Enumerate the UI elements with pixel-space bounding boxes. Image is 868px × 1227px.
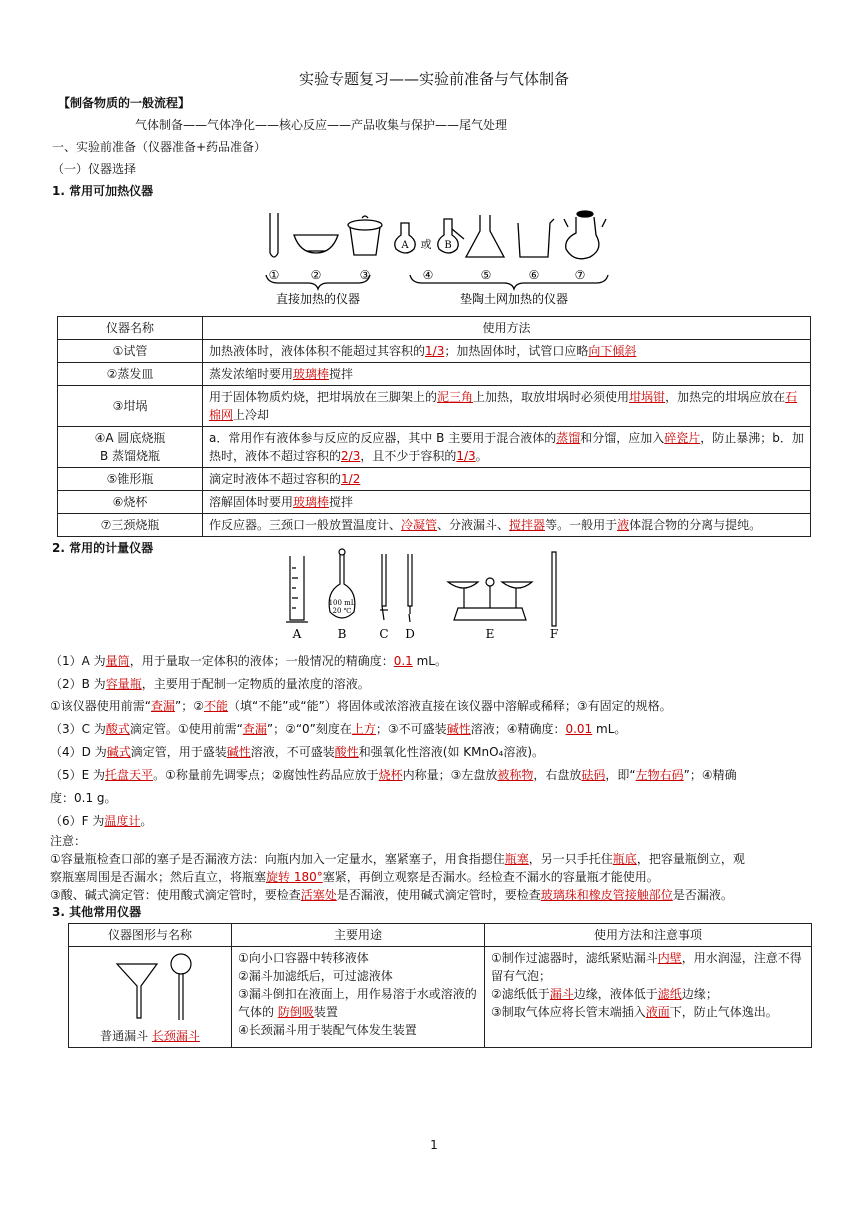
body-text: ④长颈漏斗用于装配气体发生装置	[238, 1023, 417, 1037]
note-line	[50, 850, 745, 867]
body-text: 度：0.1 g。	[50, 791, 117, 805]
beaker-icon	[518, 219, 554, 257]
body-text: 下，防止气体逸出。	[669, 1005, 778, 1019]
body-text: 塞紧，再倒立观察是否漏水。经检查不漏水的容量瓶才能使用。	[322, 870, 659, 884]
answer-text: 泥三角	[437, 390, 474, 404]
use-line	[238, 949, 478, 967]
long-neck-funnel-icon	[171, 954, 191, 974]
answer-text: 1/3	[425, 344, 445, 358]
body-text: 内称量；③左盘放	[402, 768, 498, 782]
note-line	[50, 886, 733, 903]
crucible-icon	[348, 220, 382, 230]
test-tube-icon	[270, 213, 278, 257]
body-text: 。①称量前先调零点；②腐蚀性药品应放于	[153, 768, 379, 782]
body-text: 蒸发浓缩时要用	[209, 367, 294, 381]
use-line	[238, 1021, 478, 1039]
table3-header-use: 主要用途	[232, 924, 485, 947]
note-line	[50, 675, 370, 692]
answer-text: 蒸馏	[556, 431, 581, 445]
funnel-figure-cell	[69, 947, 232, 1048]
fig1-group-gauze: 垫陶土网加热的仪器	[459, 292, 569, 306]
use-line	[238, 967, 478, 985]
fig1-num-3: ③	[359, 268, 371, 282]
answer-text: 瓶底	[612, 852, 637, 866]
body-text: （5）E 为	[50, 768, 106, 782]
flow-header: 【制备物质的一般流程】	[58, 96, 191, 110]
heading-measuring: 2. 常用的计量仪器	[52, 541, 154, 555]
base-burette-icon	[408, 554, 412, 622]
answer-text: 酸式	[105, 722, 130, 736]
body-text: ③漏斗倒扣在液面上，用作易溶于水或溶液的气体的	[238, 987, 477, 1019]
answer-text: 不能	[203, 699, 228, 713]
instrument-name: ⑦三颈烧瓶	[58, 514, 203, 537]
body-text: 是否漏液。	[672, 888, 733, 902]
body-text: 。	[140, 814, 153, 828]
funnel-name: 普通漏斗	[100, 1029, 149, 1043]
body-text: 、分液漏斗、	[437, 518, 510, 532]
instrument-name: ⑥烧杯	[58, 491, 203, 514]
body-text: ②滤纸低于	[491, 987, 550, 1001]
instrument-usage	[203, 363, 811, 386]
flask-temp-label: 20 ℃	[332, 607, 352, 615]
answer-text: 玻璃珠和橡皮管接触部位	[540, 888, 673, 902]
other-instruments-table	[68, 923, 812, 1048]
note-item	[491, 985, 805, 1003]
body-text: 作反应器。三颈口一般放置温度计、	[209, 518, 402, 532]
fig2-label-b: B	[337, 627, 347, 640]
fig1-num-7: ⑦	[574, 268, 586, 282]
answer-text: 上方	[351, 722, 376, 736]
answer-text: 玻璃棒	[293, 367, 330, 381]
instrument-usage	[203, 427, 811, 468]
answer-text: 旋转 180°	[266, 870, 323, 884]
body-text: 搅拌	[329, 495, 354, 509]
body-text: ”；②“0”刻度在	[266, 722, 352, 736]
answer-text: 搅拌器	[509, 518, 546, 532]
answer-text: 碎瓷片	[664, 431, 701, 445]
answer-text: 向下倾斜	[588, 344, 637, 358]
answer-text: 温度计	[104, 814, 141, 828]
answer-text: 烧杯	[378, 768, 403, 782]
note-line	[50, 812, 152, 829]
body-text: ，即“	[605, 768, 636, 782]
answer-text: 0.1	[393, 654, 413, 668]
body-text: ②漏斗加滤纸后，可过滤液体	[238, 969, 393, 983]
fig2-label-f: F	[549, 627, 559, 640]
balance-icon	[454, 608, 526, 620]
answer-text: 碱式	[106, 745, 131, 759]
body-text: 等。一般用于	[545, 518, 618, 532]
answer-text: 查漏	[242, 722, 267, 736]
answer-text: 被称物	[497, 768, 534, 782]
fig2-label-d: D	[405, 627, 415, 640]
answer-text: 砝码	[581, 768, 606, 782]
body-text: ，用于量取一定体积的液体；一般情况的精确度：	[129, 654, 394, 668]
fig1-num-5: ⑤	[480, 268, 492, 282]
answer-text: 1/3	[456, 449, 476, 463]
body-text: ，用水润湿，注意不得留有气泡；	[491, 951, 802, 983]
body-text: 滴定管，用于盛装	[130, 745, 227, 759]
body-text: 是否漏液，使用碱式滴定管时，要检查	[336, 888, 541, 902]
table-row	[58, 386, 811, 427]
fig1-label-or: 或	[420, 238, 432, 251]
page-title: 实验专题复习——实验前准备与气体制备	[298, 70, 569, 88]
fig1-num-4: ④	[422, 268, 434, 282]
instrument-name: ②蒸发皿	[58, 363, 203, 386]
flow-steps: 气体制备——气体净化——核心反应——产品收集与保护——尾气处理	[135, 118, 508, 132]
body-text: 体混合物的分离与提纯。	[629, 518, 762, 532]
body-text: mL。	[412, 654, 447, 668]
body-text: 和分馏，应加入	[580, 431, 665, 445]
body-text: （6）F 为	[50, 814, 105, 828]
body-text: ，另一只手托住	[528, 852, 613, 866]
funnel-notes-cell	[485, 947, 812, 1048]
table-row	[58, 363, 811, 386]
body-text: mL。	[592, 722, 627, 736]
heatable-instruments-table	[57, 316, 811, 537]
answer-text: 瓶塞	[504, 852, 529, 866]
body-text: ”；②	[175, 699, 204, 713]
section-1-heading: 一、实验前准备（仪器准备+药品准备）	[52, 140, 267, 154]
body-text: （2）B 为	[50, 677, 106, 691]
answer-text: 0.01	[565, 722, 593, 736]
flask-volume-label: 100 mL	[328, 599, 356, 607]
table-row	[58, 491, 811, 514]
body-text: ；加热固体时，试管口应略	[444, 344, 589, 358]
answer-text: 石棉网	[209, 390, 798, 422]
body-text: 溶液；④精确度：	[470, 722, 566, 736]
conical-flask-icon	[466, 215, 504, 257]
evaporating-dish-icon	[294, 235, 338, 253]
note-line	[50, 720, 626, 737]
use-line	[238, 985, 478, 1021]
instrument-name: ①试管	[58, 340, 203, 363]
funnel-figure	[95, 950, 205, 1022]
body-text: ③酸、碱式滴定管：使用酸式滴定管时，要检查	[50, 888, 301, 902]
body-text: 边缘，液体低于	[573, 987, 658, 1001]
answer-text: 漏斗	[549, 987, 574, 1001]
body-text: ，右盘放	[533, 768, 582, 782]
fig2-label-a: A	[292, 627, 302, 640]
body-text: 和强氧化性溶液(如 KMnO₄溶液)。	[358, 745, 545, 759]
answer-text: 酸性	[334, 745, 359, 759]
answer-text: 液	[617, 518, 630, 532]
answer-text: 查漏	[150, 699, 175, 713]
answer-text: 1/2	[341, 472, 361, 486]
subsection-heading: （一）仪器选择	[52, 162, 137, 176]
answer-text: 活塞处	[300, 888, 337, 902]
body-text: ①向小口容器中转移液体	[238, 951, 369, 965]
answer-text: 左物右码	[635, 768, 684, 782]
answer-text: 容量瓶	[105, 677, 142, 691]
answer-text: 量筒	[105, 654, 130, 668]
fig1-num-1: ①	[268, 268, 280, 282]
fig1-label-b: B	[444, 240, 452, 251]
note-item	[491, 949, 805, 985]
note-item	[491, 1003, 805, 1021]
instrument-usage	[203, 386, 811, 427]
instrument-name: ④A 圆底烧瓶 B 蒸馏烧瓶	[58, 427, 203, 468]
answer-text: 托盘天平	[105, 768, 154, 782]
thermometer-icon	[552, 552, 556, 626]
body-text: a．常用作有液体参与反应的反应器，其中 B 主要用于混合液体的	[209, 431, 557, 445]
answer-text: 内壁	[657, 951, 682, 965]
body-text: ，主要用于配制一定物质的量浓度的溶液。	[141, 677, 370, 691]
body-text: （填“不能”或“能”）将固体或浓溶液直接在该仪器中溶解或稀释；③有固定的规格。	[228, 699, 672, 713]
body-text: ①该仪器使用前需“	[50, 699, 151, 713]
body-text: （4）D 为	[50, 745, 107, 759]
table1-header-usage: 使用方法	[203, 317, 811, 340]
body-text: 注意：	[50, 834, 87, 848]
answer-text: 防倒吸	[277, 1005, 314, 1019]
answer-text: 冷凝管	[401, 518, 438, 532]
answer-text: 2/3	[341, 449, 361, 463]
body-text: ③制取气体应将长管末端插入	[491, 1005, 646, 1019]
fig2-label-e: E	[485, 627, 495, 640]
body-text: 溶液，不可盛装	[250, 745, 335, 759]
body-text: ，加热完的坩埚应放在	[665, 390, 786, 404]
body-text: 溶解固体时要用	[209, 495, 294, 509]
answer-text: 坩埚钳	[629, 390, 666, 404]
fig2-label-c: C	[379, 627, 389, 640]
answer-text: 滤纸	[657, 987, 682, 1001]
answer-text: 液面	[645, 1005, 670, 1019]
body-text: 加热液体时，液体体积不能超过其容积的	[209, 344, 426, 358]
answer-text: 玻璃棒	[293, 495, 330, 509]
body-text: （3）C 为	[50, 722, 106, 736]
body-text: ①容量瓶检查口部的塞子是否漏液方法：向瓶内加入一定量水，塞紧塞子，用食指摁住	[50, 852, 505, 866]
body-text: 用于固体物质灼烧，把坩埚放在三脚架上的	[209, 390, 438, 404]
answer-text: 碱性	[446, 722, 471, 736]
funnel-use-cell	[232, 947, 485, 1048]
note-line	[50, 868, 659, 885]
heading-heatable: 1. 常用可加热仪器	[52, 184, 154, 198]
answer-text: 碱性	[226, 745, 251, 759]
body-text: 边缘；	[681, 987, 718, 1001]
fig1-label-a: A	[401, 240, 409, 251]
note-line	[50, 697, 672, 714]
heading-other: 3. 其他常用仪器	[52, 905, 142, 919]
note-line	[50, 652, 447, 669]
body-text: 滴定时液体不超过容积的	[209, 472, 342, 486]
note-line	[50, 743, 544, 760]
long-neck-funnel-name: 长颈漏斗	[151, 1029, 200, 1043]
body-text: ”；④精确	[683, 768, 737, 782]
table-row	[58, 514, 811, 537]
table-row	[58, 468, 811, 491]
body-text: ，把容量瓶倒立，观	[636, 852, 745, 866]
table3-header-notes: 使用方法和注意事项	[485, 924, 812, 947]
body-text: ，防止暴沸；b．加热时，液体不超过容积的	[209, 431, 804, 463]
body-text: 。	[475, 449, 488, 463]
body-text: 滴定管。①使用前需“	[129, 722, 243, 736]
instrument-usage	[203, 340, 811, 363]
fig1-group-direct: 直接加热的仪器	[275, 292, 361, 306]
funnel-icon	[117, 964, 157, 1018]
table-row	[58, 427, 811, 468]
body-text: 装置	[313, 1005, 338, 1019]
page-number: 1	[430, 1138, 438, 1152]
body-text: 察瓶塞周围是否漏水；然后直立，将瓶塞	[50, 870, 267, 884]
measuring-instruments-figure	[282, 548, 582, 640]
instrument-usage	[203, 468, 811, 491]
body-text: 搅拌	[329, 367, 354, 381]
instrument-name: ③坩埚	[58, 386, 203, 427]
note-line	[50, 789, 117, 806]
fig1-num-2: ②	[310, 268, 322, 282]
body-text: 上加热，取放坩埚时必须使用	[473, 390, 630, 404]
body-text: ①制作过滤器时，滤纸紧贴漏斗	[491, 951, 658, 965]
note-line	[50, 766, 737, 783]
fig1-num-6: ⑥	[528, 268, 540, 282]
instrument-usage	[203, 491, 811, 514]
body-text: 上冷却	[233, 408, 270, 422]
instrument-name: ⑤锥形瓶	[58, 468, 203, 491]
instrument-usage	[203, 514, 811, 537]
body-text: ，且不少于容积的	[360, 449, 457, 463]
heatable-instruments-figure	[258, 205, 618, 307]
table-row	[58, 340, 811, 363]
note-line	[50, 832, 86, 849]
body-text: （1）A 为	[50, 654, 106, 668]
body-text: ；③不可盛装	[375, 722, 447, 736]
three-neck-flask-icon	[566, 217, 599, 259]
table3-header-figure: 仪器图形与名称	[69, 924, 232, 947]
table1-header-name: 仪器名称	[58, 317, 203, 340]
